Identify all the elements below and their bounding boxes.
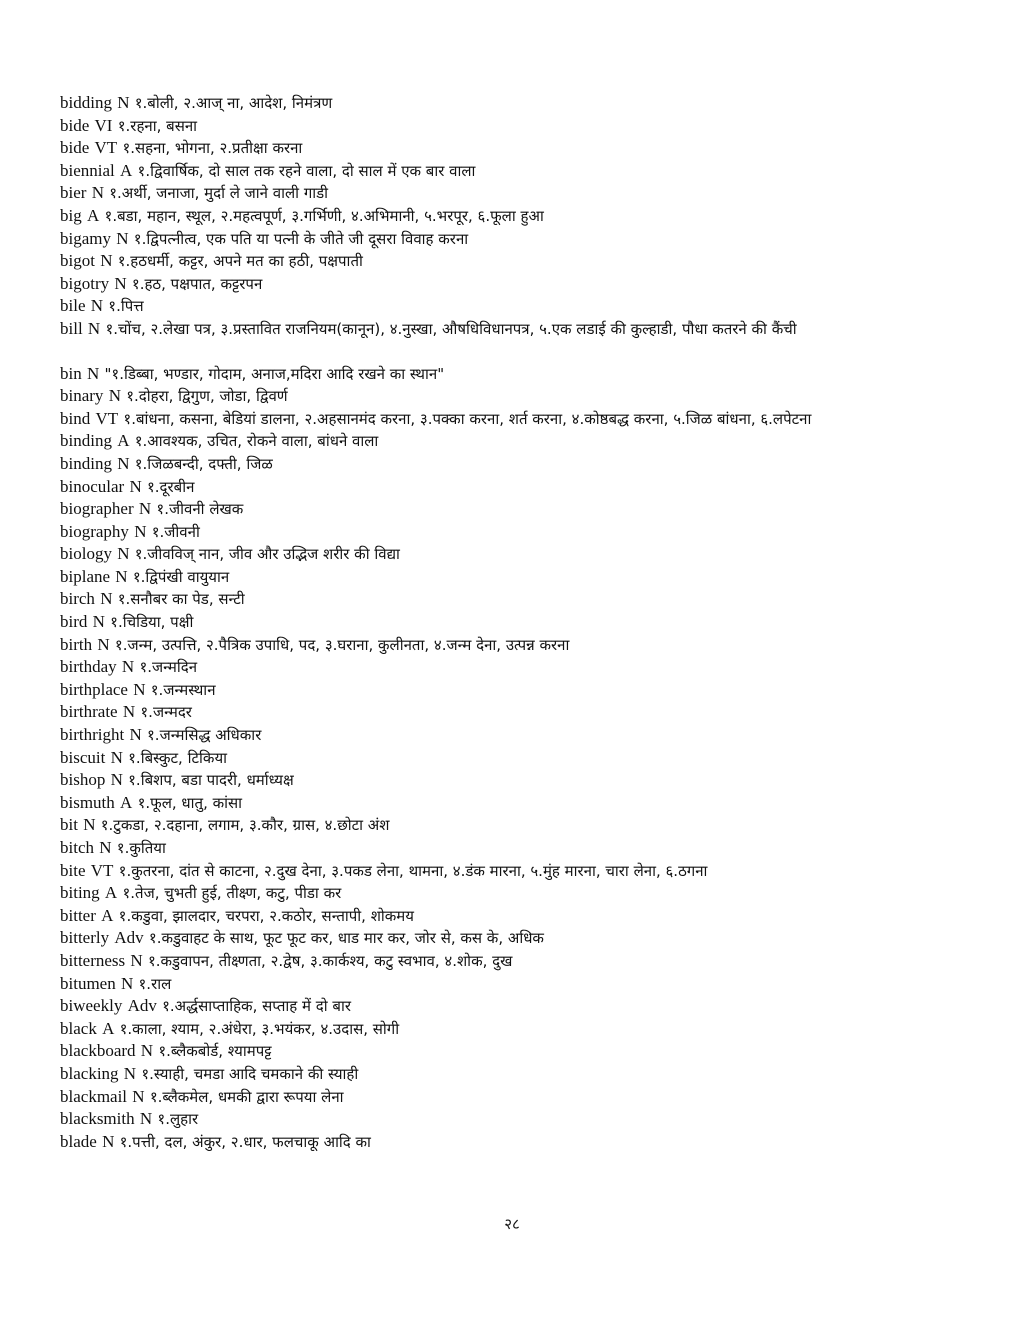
entry-part-of-speech: N	[90, 296, 104, 316]
entry-definitions: १.अर्द्धसाप्ताहिक, सप्ताह में दो बार	[162, 997, 351, 1016]
entry-headword: biting	[60, 883, 100, 903]
entry-part-of-speech: N	[83, 815, 96, 835]
entry-part-of-speech: N	[120, 973, 134, 993]
dictionary-entry	[60, 318, 972, 341]
entry-part-of-speech: N	[117, 93, 130, 112]
dictionary-entry	[60, 205, 972, 228]
entry-definitions: १.हठधर्मी, कट्टर, अपने मत का हठी, पक्षपाती	[117, 252, 363, 271]
entry-part-of-speech: VT	[90, 860, 114, 880]
dictionary-entry	[60, 295, 972, 318]
entry-definitions: १.राल	[138, 974, 172, 993]
dictionary-entry	[60, 228, 972, 251]
dictionary-entry	[60, 498, 972, 521]
entry-part-of-speech: N	[99, 838, 112, 857]
entry-definitions: १.आवश्यक, उचित, रोकने वाला, बांधने वाला	[134, 432, 379, 451]
entry-definitions: १.जन्मदिन	[139, 658, 198, 677]
entry-headword: birth	[60, 634, 93, 654]
dictionary-entry	[60, 1018, 972, 1041]
entry-definitions: १.काला, श्याम, २.अंधेरा, ३.भयंकर, ४.उदास, सोगी	[119, 1019, 400, 1038]
entry-headword: bigotry	[60, 273, 110, 293]
entry-headword: biscuit	[60, 747, 106, 767]
entry-part-of-speech: N	[114, 273, 127, 293]
entry-definitions: १.जन्म, उत्पत्ति, २.पैत्रिक उपाधि, पद, ३.घराना, कुलीनता, ४.जन्म देना, उत्पन्न करना	[114, 635, 570, 654]
entry-definitions: १.जिळबन्दी, दफ्ती, जिळ	[134, 454, 273, 473]
entry-part-of-speech: A	[101, 905, 114, 925]
entry-headword: bill	[60, 318, 83, 338]
dictionary-entry	[60, 476, 972, 499]
entry-definitions: १.बांधना, कसना, बेडियां डालना, २.अहसानमंद करना, ३.पक्का करना, शर्त करना, ४.कोष्ठबद्ध करना, ५.जिळ बांधना, ६.लपेटना	[123, 409, 812, 428]
dictionary-entry	[60, 160, 972, 183]
entry-headword: biographer	[60, 499, 134, 519]
entry-definitions: १.पत्ती, दल, अंकुर, २.धार, फलचाकू आदि का	[119, 1132, 371, 1151]
entry-part-of-speech: A	[120, 160, 133, 180]
dictionary-entry	[60, 1040, 972, 1063]
entry-headword: bigot	[60, 251, 95, 271]
entry-headword: biweekly	[60, 996, 123, 1016]
dictionary-entry	[60, 724, 972, 747]
entry-part-of-speech: N	[121, 657, 135, 677]
dictionary-entry	[60, 882, 972, 905]
dictionary-entry	[60, 543, 972, 566]
entry-part-of-speech: N	[123, 1063, 137, 1083]
entry-headword: bide	[60, 115, 90, 135]
entry-headword: blacking	[60, 1063, 119, 1083]
entry-definitions: १.जीवनी लेखक	[156, 500, 244, 519]
entry-definitions: १.हठ, पक्षपात, कट्टरपन	[131, 274, 263, 293]
dictionary-entry	[60, 769, 972, 792]
entry-definitions: १.कडुवा, झालदार, चरपरा, २.कठोर, सन्तापी, शोकमय	[118, 906, 414, 925]
entry-part-of-speech: N	[92, 612, 105, 632]
entry-headword: birthday	[60, 657, 117, 677]
blank-line	[60, 341, 972, 363]
entry-headword: bishop	[60, 770, 106, 790]
entry-headword: bidding	[60, 93, 112, 112]
dictionary-entry	[60, 1063, 972, 1086]
dictionary-entry	[60, 1131, 972, 1154]
entry-headword: birthrate	[60, 702, 118, 722]
dictionary-entry	[60, 385, 972, 408]
entry-headword: bit	[60, 815, 78, 835]
entry-part-of-speech: N	[139, 1109, 153, 1129]
entry-list	[60, 92, 972, 1153]
entry-definitions: १.चिडिया, पक्षी	[110, 613, 194, 632]
entry-definitions: १.पित्त	[108, 297, 144, 316]
entry-headword: binding	[60, 453, 112, 473]
entry-definitions: १.अर्थी, जनाजा, मुर्दा ले जाने वाली गाडी	[109, 184, 329, 203]
entry-definitions: १.कुतरना, दांत से काटना, २.दुख देना, ३.पकड लेना, थामना, ४.डंक मारना, ५.मुंह मारना, चारा लेना, ६.ठगना	[118, 861, 708, 880]
entry-headword: birthplace	[60, 679, 128, 699]
entry-part-of-speech: N	[130, 950, 143, 970]
entry-definitions: १.सहना, भोगना, २.प्रतीक्षा करना	[122, 139, 303, 158]
entry-part-of-speech: VT	[94, 138, 118, 158]
entry-part-of-speech: Adv	[114, 928, 144, 948]
entry-headword: blade	[60, 1131, 97, 1151]
entry-part-of-speech: N	[91, 183, 104, 203]
entry-headword: binding	[60, 431, 112, 451]
entry-part-of-speech: N	[129, 476, 142, 496]
entry-headword: bitumen	[60, 973, 116, 993]
dictionary-entry	[60, 679, 972, 702]
entry-headword: bier	[60, 183, 87, 203]
dictionary-entry	[60, 747, 972, 770]
entry-headword: black	[60, 1018, 97, 1038]
entry-part-of-speech: VI	[94, 115, 113, 135]
entry-headword: biography	[60, 521, 129, 541]
entry-headword: blackboard	[60, 1041, 136, 1061]
entry-definitions: १.कडुवाहट के साथ, फूट फूट कर, धाड मार कर, जोर से, कस के, अधिक	[148, 929, 544, 948]
entry-part-of-speech: N	[108, 386, 121, 406]
entry-headword: bigamy	[60, 228, 111, 248]
entry-headword: bird	[60, 612, 88, 632]
entry-headword: biplane	[60, 566, 111, 586]
entry-definitions: १.ब्लैकमेल, धमकी द्वारा रूपया लेना	[149, 1087, 344, 1106]
entry-definitions: १.बडा, महान, स्थूल, २.महत्वपूर्ण, ३.गर्भिणी, ४.अभिमानी, ५.भरपूर, ६.फूला हुआ	[104, 206, 544, 225]
entry-part-of-speech: N	[117, 453, 130, 473]
dictionary-entry	[60, 814, 972, 837]
entry-part-of-speech: N	[122, 702, 136, 722]
dictionary-page	[60, 92, 972, 1153]
dictionary-entry	[60, 115, 972, 138]
entry-definitions: १.दोहरा, द्विगुण, जोडा, द्विवर्ण	[126, 387, 288, 406]
entry-definitions: १.द्विवार्षिक, दो साल तक रहने वाला, दो साल में एक बार वाला	[137, 161, 476, 180]
dictionary-entry	[60, 566, 972, 589]
entry-headword: binocular	[60, 476, 125, 496]
entry-definitions: १.ब्लैकबोर्ड, श्यामपट्ट	[158, 1042, 272, 1061]
entry-part-of-speech: N	[134, 521, 147, 541]
entry-headword: bitterly	[60, 928, 110, 948]
entry-definitions: १.तेज, चुभती हुई, तीक्ष्ण, कटु, पीडा कर	[122, 884, 342, 903]
entry-headword: bide	[60, 138, 90, 158]
entry-headword: bile	[60, 296, 86, 316]
entry-part-of-speech: A	[86, 205, 100, 225]
entry-definitions: १.सनौबर का पेड, सन्टी	[117, 590, 245, 609]
entry-definitions: १.बोली, २.आज् ना, आदेश, निमंत्रण	[134, 94, 333, 112]
entry-headword: big	[60, 205, 82, 225]
entry-part-of-speech: Adv	[127, 996, 157, 1016]
dictionary-entry	[60, 92, 972, 115]
entry-headword: bitter	[60, 905, 96, 925]
entry-definitions: १.फूल, धातु, कांसा	[137, 793, 243, 812]
dictionary-entry	[60, 430, 972, 453]
entry-headword: binary	[60, 386, 104, 406]
entry-part-of-speech: N	[87, 318, 101, 338]
entry-part-of-speech: N	[86, 363, 100, 383]
entry-part-of-speech: VT	[95, 408, 119, 428]
entry-definitions: १.द्विपत्नीत्व, एक पति या पत्नी के जीते जी दूसरा विवाह करना	[133, 229, 469, 248]
entry-part-of-speech: N	[138, 499, 152, 519]
dictionary-entry	[60, 273, 972, 296]
dictionary-entry	[60, 588, 972, 611]
entry-headword: blackmail	[60, 1086, 128, 1106]
entry-definitions: १.कुतिया	[116, 839, 166, 857]
entry-definitions: १.कडुवापन, तीक्ष्णता, २.द्वेष, ३.कार्कश्य, कटु स्वभाव, ४.शोक, दुख	[147, 951, 513, 970]
entry-part-of-speech: N	[115, 566, 128, 586]
entry-part-of-speech: A	[117, 431, 130, 451]
dictionary-entry	[60, 1108, 972, 1131]
entry-part-of-speech: N	[97, 634, 110, 654]
dictionary-entry	[60, 837, 972, 860]
entry-headword: bind	[60, 408, 91, 428]
dictionary-entry	[60, 927, 972, 950]
entry-headword: bin	[60, 363, 82, 383]
entry-definitions: १.रहना, बसना	[117, 116, 198, 135]
entry-part-of-speech: N	[133, 679, 146, 699]
entry-headword: blacksmith	[60, 1109, 135, 1129]
entry-part-of-speech: N	[117, 544, 130, 564]
entry-headword: birch	[60, 589, 95, 609]
dictionary-entry	[60, 408, 972, 431]
entry-headword: biology	[60, 544, 112, 564]
dictionary-entry	[60, 453, 972, 476]
entry-definitions: १.जीवनी	[151, 522, 200, 541]
dictionary-entry	[60, 1086, 972, 1109]
entry-part-of-speech: N	[129, 725, 142, 745]
dictionary-entry	[60, 792, 972, 815]
entry-part-of-speech: A	[120, 792, 133, 812]
entry-definitions: १.दूरबीन	[146, 477, 195, 496]
entry-headword: bite	[60, 860, 86, 880]
entry-part-of-speech: A	[104, 883, 118, 903]
entry-part-of-speech: N	[100, 589, 113, 609]
entry-definitions: १.जन्मसिद्ध अधिकार	[147, 726, 262, 745]
entry-part-of-speech: N	[110, 770, 123, 790]
dictionary-entry	[60, 137, 972, 160]
dictionary-entry	[60, 611, 972, 634]
entry-part-of-speech: N	[102, 1131, 115, 1151]
dictionary-entry	[60, 701, 972, 724]
entry-part-of-speech: N	[132, 1086, 145, 1106]
entry-definitions: "१.डिब्बा, भण्डार, गोदाम, अनाज,मदिरा आदि रखने का स्थान"	[104, 364, 445, 383]
entry-part-of-speech: N	[140, 1041, 154, 1061]
entry-headword: bitch	[60, 838, 94, 857]
entry-headword: biennial	[60, 160, 115, 180]
entry-headword: bismuth	[60, 792, 115, 812]
page-number: २८	[504, 1215, 520, 1233]
entry-part-of-speech: N	[100, 251, 113, 271]
entry-definitions: १.लुहार	[157, 1110, 199, 1129]
dictionary-entry	[60, 182, 972, 205]
dictionary-entry	[60, 905, 972, 928]
dictionary-entry	[60, 634, 972, 657]
entry-definitions: १.जन्मस्थान	[150, 680, 216, 699]
entry-definitions: १.जीवविज् नान, जीव और उद्भिज शरीर की विद्या	[134, 545, 400, 564]
entry-definitions: १.स्याही, चमडा आदि चमकाने की स्याही	[141, 1064, 359, 1083]
entry-part-of-speech: A	[102, 1018, 115, 1038]
dictionary-entry	[60, 995, 972, 1018]
dictionary-entry	[60, 860, 972, 883]
entry-headword: birthright	[60, 725, 125, 745]
entry-definitions: १.बिस्कुट, टिकिया	[128, 748, 228, 767]
entry-part-of-speech: N	[116, 228, 129, 248]
dictionary-entry	[60, 973, 972, 996]
dictionary-entry	[60, 250, 972, 273]
entry-definitions: १.टुकडा, २.दहाना, लगाम, ३.कौर, ग्रास, ४.छोटा अंश	[100, 816, 390, 835]
dictionary-entry	[60, 521, 972, 544]
entry-definitions: १.बिशप, बडा पादरी, धर्माध्यक्ष	[128, 771, 294, 790]
dictionary-entry	[60, 950, 972, 973]
entry-definitions: १.चोंच, २.लेखा पत्र, ३.प्रस्तावित राजनियम(कानून), ४.नुस्खा, औषधिविधानपत्र, ५.एक लडाई की कुल्हाडी, पौधा कतरने की कैंची	[105, 319, 797, 338]
dictionary-entry	[60, 363, 972, 386]
dictionary-entry	[60, 656, 972, 679]
entry-headword: bitterness	[60, 950, 126, 970]
entry-part-of-speech: N	[110, 747, 123, 767]
entry-definitions: १.द्विपंखी वायुयान	[132, 567, 230, 586]
entry-definitions: १.जन्मदर	[140, 703, 192, 722]
